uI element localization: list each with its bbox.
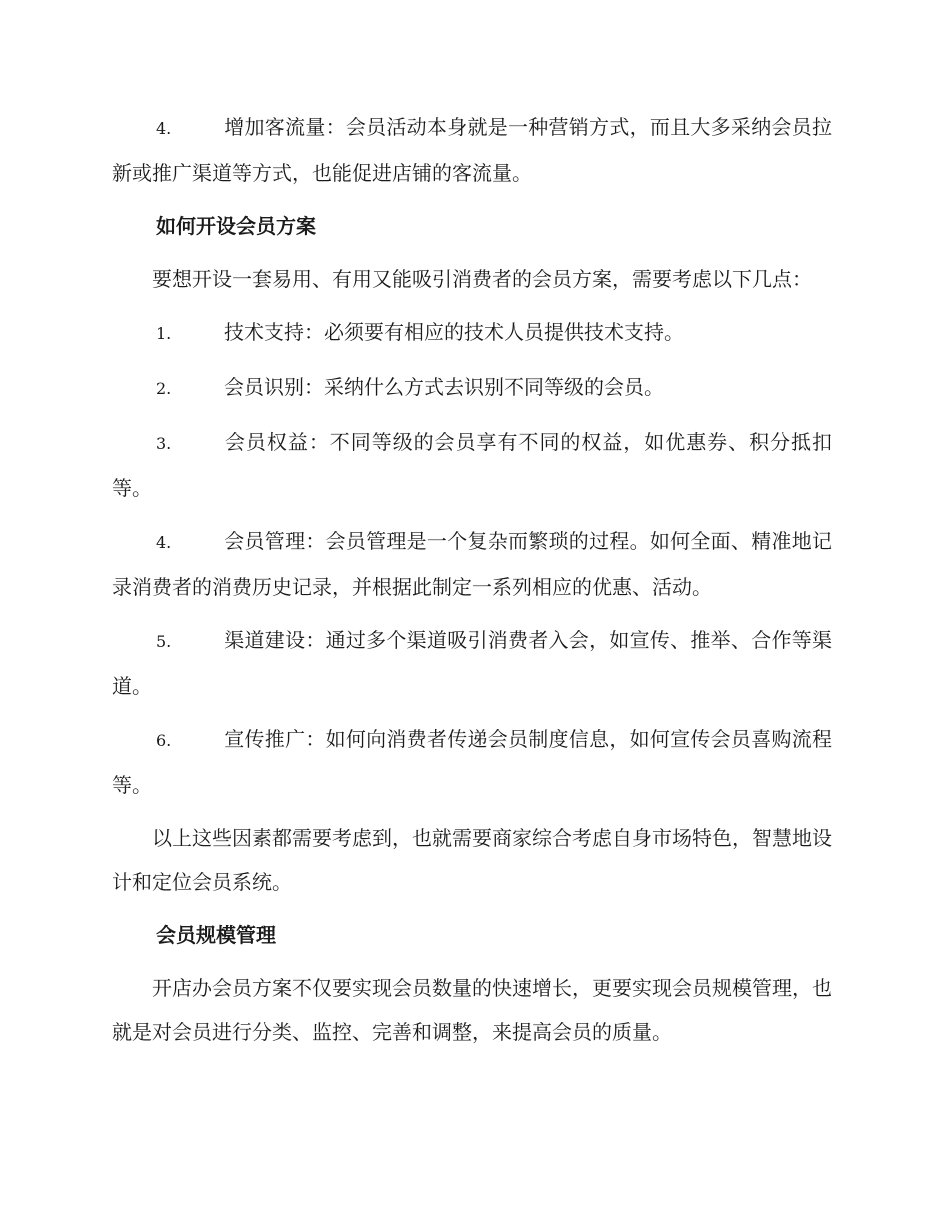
document-page — [112, 105, 832, 1063]
list-text: 增加客流量：会员活动本身就是一种营销方式，而且大多采纳会员拉新或推广渠道等方式，也能促进店铺的客流量。 — [112, 115, 832, 185]
list-number: 5. — [156, 632, 172, 651]
list-number: 1. — [156, 324, 172, 343]
section-intro-paragraph: 要想开设一套易用、有用又能吸引消费者的会员方案，需要考虑以下几点： — [152, 267, 812, 291]
list-text: 宣传推广：如何向消费者传递会员制度信息，如何宣传会员喜购流程等。 — [112, 727, 832, 797]
conclusion-paragraph: 以上这些因素都需要考虑到，也就需要商家综合考虑自身市场特色，智慧地设计和定位会员系统。 — [112, 826, 832, 894]
list-text: 会员识别：采纳什么方式去识别不同等级的会员。 — [224, 375, 664, 399]
body-paragraph: 开店办会员方案不仅要实现会员数量的快速增长，更要实现会员规模管理，也就是对会员进行分类、监控、完善和调整，来提高会员的质量。 — [112, 976, 832, 1044]
list-number: 3. — [156, 434, 172, 453]
list-item — [112, 519, 832, 609]
list-text: 技术支持：必须要有相应的技术人员提供技术支持。 — [224, 320, 684, 344]
list-item — [112, 420, 832, 510]
list-text: 会员管理：会员管理是一个复杂而繁琐的过程。如何全面、精准地记录消费者的消费历史记录，并根据此制定一系列相应的优惠、活动。 — [112, 529, 832, 599]
list-number: 4. — [156, 533, 172, 552]
list-text: 渠道建设：通过多个渠道吸引消费者入会，如宣传、推举、合作等渠道。 — [112, 628, 832, 698]
list-number: 6. — [156, 731, 172, 750]
section-heading-scale: 会员规模管理 — [156, 923, 276, 947]
list-item — [112, 717, 832, 807]
section-heading-setup: 如何开设会员方案 — [156, 214, 316, 238]
list-text: 会员权益：不同等级的会员享有不同的权益，如优惠券、积分抵扣等。 — [112, 430, 832, 500]
list-item — [112, 365, 832, 411]
list-number: 4. — [156, 119, 172, 138]
list-item — [112, 310, 832, 356]
list-item — [112, 618, 832, 708]
list-number: 2. — [156, 379, 172, 398]
list-item — [112, 105, 832, 195]
